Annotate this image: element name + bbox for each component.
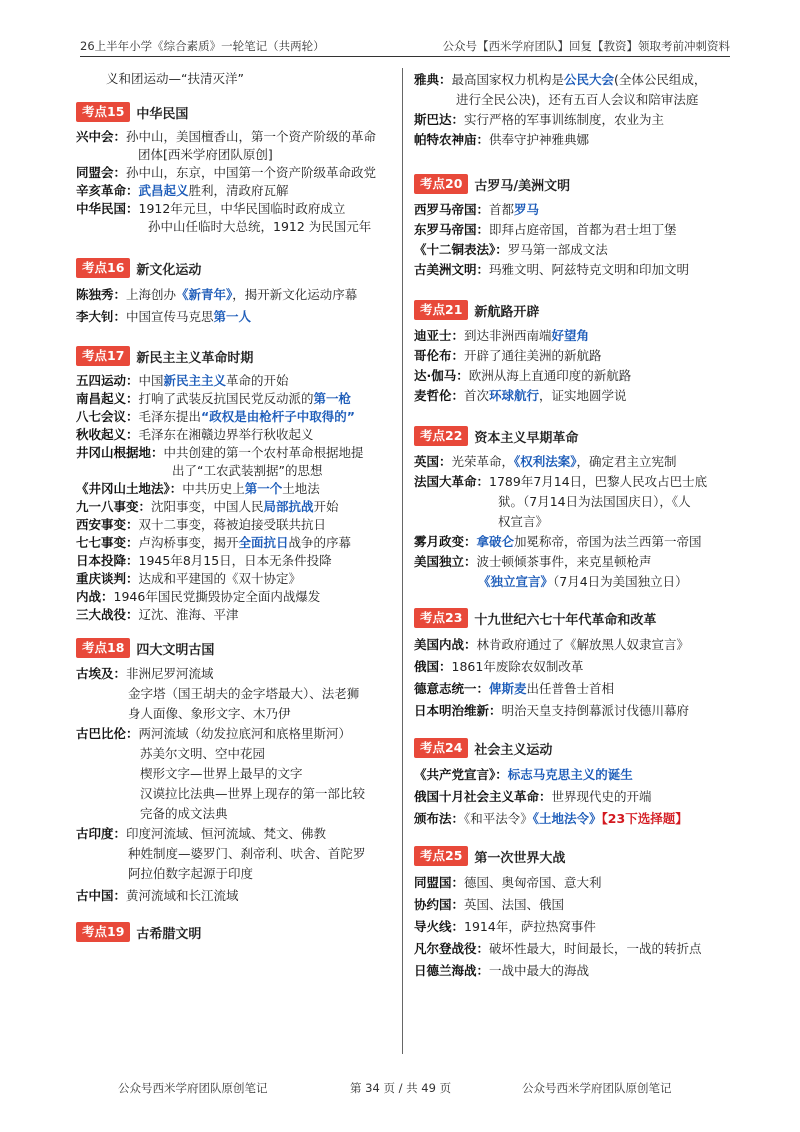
entry: 九一八事变：沈阳事变，中国人民局部抗战开始 bbox=[76, 499, 339, 514]
entry: 德意志统一：俾斯麦出任普鲁士首相 bbox=[414, 681, 615, 696]
entry: 《井冈山土地法》：中共历史上第一个土地法 bbox=[76, 481, 320, 496]
entry: 导火线：1914年，萨拉热窝事件 bbox=[414, 919, 596, 934]
section-tag: 考点24 bbox=[414, 738, 468, 758]
entry: 凡尔登战役：破坏性最大，时间最长，一战的转折点 bbox=[414, 941, 702, 956]
entry-cont: 权宣言》 bbox=[498, 514, 549, 529]
entry-cont: 种姓制度—婆罗门、刹帝利、吠舍、首陀罗 bbox=[128, 846, 366, 861]
entry: 古美洲文明：玛雅文明、阿兹特克文明和印加文明 bbox=[414, 262, 690, 277]
section-19 bbox=[76, 922, 398, 942]
section-title: 社会主义运动 bbox=[474, 742, 553, 758]
section-title: 资本主义早期革命 bbox=[474, 430, 579, 446]
section-tag: 考点25 bbox=[414, 846, 468, 866]
entry: 陈独秀：上海创办《新青年》，揭开新文化运动序幕 bbox=[76, 287, 358, 302]
entry: 帕特农神庙：供奉守护神雅典娜 bbox=[414, 132, 590, 147]
section-17 bbox=[76, 346, 398, 366]
entry: 五四运动：中国新民主主义革命的开始 bbox=[76, 373, 289, 388]
intro-line: 义和团运动—“扶清灭洋” bbox=[106, 71, 244, 86]
entry: 日德兰海战：一战中最大的海战 bbox=[414, 963, 590, 978]
entry: 七七事变：卢沟桥事变，揭开全面抗日战争的序幕 bbox=[76, 535, 352, 550]
entry-cont: 进行全民公决)，还有五百人会议和陪审法庭 bbox=[456, 92, 699, 107]
entry: 井冈山根据地：中共创建的第一个农村革命根据地提 bbox=[76, 445, 364, 460]
footer-left: 公众号西米学府团队原创笔记 bbox=[118, 1081, 268, 1095]
entry-cont: 团体[西米学府团队原创] bbox=[138, 147, 273, 162]
entry: 兴中会：孙中山，美国檀香山，第一个资产阶级的革命 bbox=[76, 129, 377, 144]
entry-cont: 身人面像、象形文字、木乃伊 bbox=[128, 706, 291, 721]
entry: 西罗马帝国：首都罗马 bbox=[414, 202, 540, 217]
entry: 颁布法：《和平法令》《土地法令》【23下选择题】 bbox=[414, 811, 688, 826]
entry-cont: 苏美尔文明、空中花园 bbox=[140, 746, 266, 761]
section-tag: 考点20 bbox=[414, 174, 468, 194]
section-15 bbox=[76, 102, 398, 122]
page-number: 第 34 页 / 共 49 页 bbox=[350, 1081, 452, 1095]
section-21 bbox=[414, 300, 744, 320]
section-16 bbox=[76, 258, 398, 278]
section-title: 新航路开辟 bbox=[474, 304, 540, 320]
section-22 bbox=[414, 426, 744, 446]
entry-cont: 楔形文字—世界上最早的文字 bbox=[140, 766, 303, 781]
entry: 美国独立：波士顿倾茶事件，来克星顿枪声 bbox=[414, 554, 652, 569]
entry: 日本明治维新：明治天皇支持倒幕派讨伐德川幕府 bbox=[414, 703, 690, 718]
entry: 俄国：1861年废除农奴制改革 bbox=[414, 659, 584, 674]
entry: 迪亚士：到达非洲西南端好望角 bbox=[414, 328, 590, 343]
entry: 雅典：最高国家权力机构是公民大会(全体公民组成， bbox=[414, 72, 707, 87]
section-tag: 考点16 bbox=[76, 258, 130, 278]
right-column bbox=[414, 70, 744, 982]
left-column bbox=[76, 70, 398, 948]
entry: 协约国：英国、法国、俄国 bbox=[414, 897, 565, 912]
section-tag: 考点19 bbox=[76, 922, 130, 942]
entry-cont: 完备的成文法典 bbox=[140, 806, 228, 821]
section-23 bbox=[414, 608, 744, 628]
section-title: 古希腊文明 bbox=[136, 926, 202, 942]
entry-cont: 《独立宣言》（7月4日为美国独立日） bbox=[478, 574, 688, 589]
entry: 李大钊：中国宣传马克思第一人 bbox=[76, 309, 252, 324]
entry: 南昌起义：打响了武装反抗国民党反动派的第一枪 bbox=[76, 391, 352, 406]
section-title: 中华民国 bbox=[136, 106, 189, 122]
entry: 麦哲伦：首次环球航行，证实地圆学说 bbox=[414, 388, 627, 403]
entry: 《共产党宣言》：标志马克思主义的诞生 bbox=[414, 767, 633, 782]
section-tag: 考点23 bbox=[414, 608, 468, 628]
entry: 古巴比伦：两河流域（幼发拉底河和底格里斯河） bbox=[76, 726, 352, 741]
section-tag: 考点21 bbox=[414, 300, 468, 320]
entry: 俄国十月社会主义革命：世界现代史的开端 bbox=[414, 789, 652, 804]
entry: 日本投降：1945年8月15日，日本无条件投降 bbox=[76, 553, 332, 568]
entry: 美国内战：林肯政府通过了《解放黑人奴隶宣言》 bbox=[414, 637, 690, 652]
entry: 法国大革命：1789年7月14日，巴黎人民攻占巴士底 bbox=[414, 474, 708, 489]
entry: 古印度：印度河流域、恒河流域、梵文、佛教 bbox=[76, 826, 327, 841]
entry: 古埃及：非洲尼罗河流域 bbox=[76, 666, 214, 681]
section-title: 十九世纪六七十年代革命和改革 bbox=[474, 612, 657, 628]
section-tag: 考点22 bbox=[414, 426, 468, 446]
entry-cont: 汉谟拉比法典—世界上现存的第一部比较 bbox=[140, 786, 366, 801]
entry: 古中国：黄河流域和长江流域 bbox=[76, 888, 239, 903]
entry: 中华民国：1912年元旦，中华民国临时政府成立 bbox=[76, 201, 346, 216]
entry: 同盟国：德国、奥匈帝国、意大利 bbox=[414, 875, 602, 890]
section-title: 第一次世界大战 bbox=[474, 850, 566, 866]
section-title: 新文化运动 bbox=[136, 262, 202, 278]
entry: 英国：光荣革命，《权利法案》，确定君主立宪制 bbox=[414, 454, 677, 469]
section-18 bbox=[76, 638, 398, 658]
entry: 《十二铜表法》：罗马第一部成文法 bbox=[414, 242, 608, 257]
footer-right: 公众号西米学府团队原创笔记 bbox=[522, 1081, 672, 1095]
entry: 三大战役：辽沈、淮海、平津 bbox=[76, 607, 239, 622]
section-title: 四大文明古国 bbox=[136, 642, 215, 658]
entry-cont: 阿拉伯数字起源于印度 bbox=[128, 866, 254, 881]
section-tag: 考点15 bbox=[76, 102, 130, 122]
section-title: 古罗马/美洲文明 bbox=[474, 178, 571, 194]
section-title: 新民主主义革命时期 bbox=[136, 350, 254, 366]
header-left: 26上半年小学《综合素质》一轮笔记（共两轮） bbox=[80, 39, 325, 53]
entry: 八七会议：毛泽东提出“政权是由枪杆子中取得的” bbox=[76, 409, 355, 424]
entry-cont: 狱。（7月14日为法国国庆日），《人 bbox=[498, 494, 691, 509]
column-divider bbox=[402, 68, 403, 1054]
entry-cont: 出了“工农武装割据”的思想 bbox=[172, 463, 323, 478]
entry-cont: 孙中山任临时大总统，1912 为民国元年 bbox=[148, 219, 372, 234]
entry: 达·伽马：欧洲从海上直通印度的新航路 bbox=[414, 368, 632, 383]
section-20 bbox=[414, 174, 744, 194]
entry: 辛亥革命：武昌起义胜利，清政府瓦解 bbox=[76, 183, 289, 198]
entry: 斯巴达：实行严格的军事训练制度，农业为主 bbox=[414, 112, 665, 127]
entry: 重庆谈判：达成和平建国的《双十协定》 bbox=[76, 571, 302, 586]
entry: 哥伦布：开辟了通往美洲的新航路 bbox=[414, 348, 602, 363]
section-24 bbox=[414, 738, 744, 758]
entry: 秋收起义：毛泽东在湘赣边界举行秋收起义 bbox=[76, 427, 314, 442]
section-25 bbox=[414, 846, 744, 866]
entry: 内战：1946年国民党撕毁协定全面内战爆发 bbox=[76, 589, 321, 604]
entry-cont: 金字塔（国王胡夫的金字塔最大）、法老狮 bbox=[128, 686, 360, 701]
section-tag: 考点17 bbox=[76, 346, 130, 366]
entry: 雾月政变：拿破仑加冕称帝，帝国为法兰西第一帝国 bbox=[414, 534, 702, 549]
entry: 东罗马帝国：即拜占庭帝国，首都为君士坦丁堡 bbox=[414, 222, 677, 237]
page-header bbox=[80, 38, 730, 57]
entry: 同盟会：孙中山，东京，中国第一个资产阶级革命政党 bbox=[76, 165, 377, 180]
section-tag: 考点18 bbox=[76, 638, 130, 658]
entry: 西安事变：双十二事变，蒋被迫接受联共抗日 bbox=[76, 517, 327, 532]
header-right: 公众号【西米学府团队】回复【教资】领取考前冲刺资料 bbox=[442, 39, 730, 53]
